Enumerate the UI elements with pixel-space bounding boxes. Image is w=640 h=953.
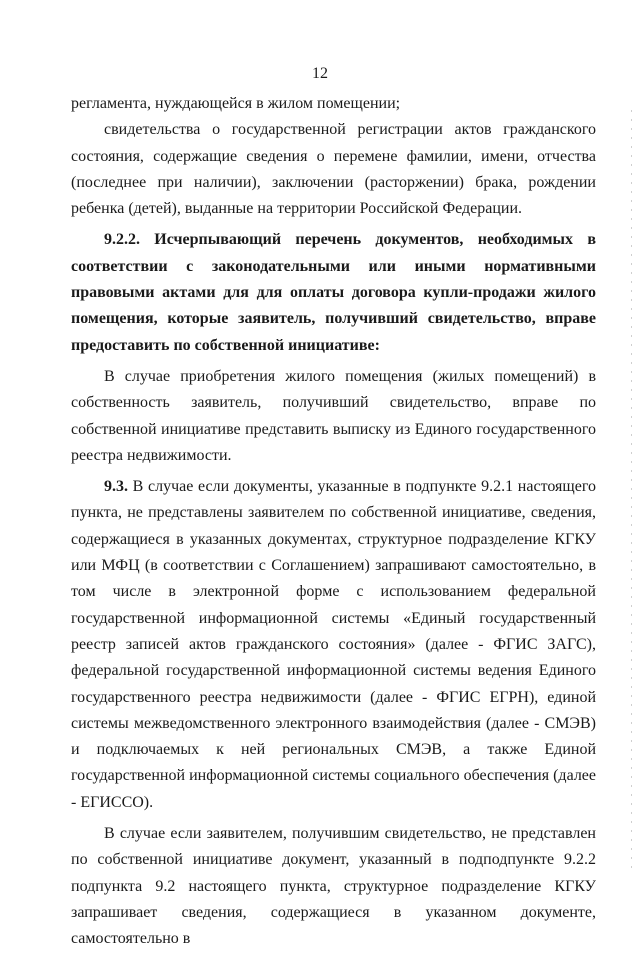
page-number: 12 bbox=[312, 65, 328, 82]
section-9-3-text: В случае если документы, указанные в подпункте 9.2.1 настоящего пункта, не представлены заявителем по собственной инициативе, сведения, содержащиеся в указанных документах, структурное подразделение КГКУ или МФЦ (в соответствии с Соглашением) запрашивают самостоятельно, в том числе в электронной форме с использованием федеральной государственной информационной системы «Единый государственный реестр записей актов гражданского состояния» (далее - ФГИС ЗАГС), федеральной государственной информационной системы ведения Единого государственного реестра недвижимости (далее - ФГИС ЕГРН), единой системы межведомственного электронного взаимодействия (далее - СМЭВ) и подключаемых к ней региональных СМЭВ, а также Единой государственной информационной системы социального обеспечения (далее - ЕГИССО). bbox=[71, 478, 596, 811]
section-9-2-2-heading: 9.2.2. Исчерпывающий перечень документов, необходимых в соответствии с законодательными или иными нормативными правовыми актами для для оплаты договора купли-продажи жилого помещения, которые заявитель, получивший свидетельство, вправе предоставить по собственной инициативе: bbox=[71, 231, 596, 354]
scan-edge-artifact bbox=[631, 110, 632, 870]
paragraph-real-estate-extract: В случае приобретения жилого помещения (жилых помещений) в собственность заявитель, получивший свидетельство, вправе по собственной инициативе представить выписку из Единого государственного реестра недвижимости. bbox=[71, 367, 596, 464]
section-9-3-paragraph bbox=[71, 474, 596, 816]
paragraph-civil-certificates: свидетельства о государственной регистрации актов гражданского состояния, содержащие сведения о перемене фамилии, имени, отчества (последнее при наличии), заключении (расторжении) брака, рождении ребенка (детей), выданные на территории Российской Федерации. bbox=[71, 121, 596, 218]
section-9-3-number: 9.3. bbox=[104, 478, 128, 496]
paragraph-kgku-request: В случае если заявителем, получившим свидетельство, не представлен по собственной инициативе документ, указанный в подподпункте 9.2.2 подпункта 9.2 настоящего пункта, структурное подразделение КГКУ запрашивает сведения, содержащиеся в указанном документе, самостоятельно в bbox=[71, 825, 596, 948]
paragraph-continuation: регламента, нуждающейся в жилом помещении; bbox=[71, 95, 401, 112]
document-body bbox=[71, 91, 596, 953]
